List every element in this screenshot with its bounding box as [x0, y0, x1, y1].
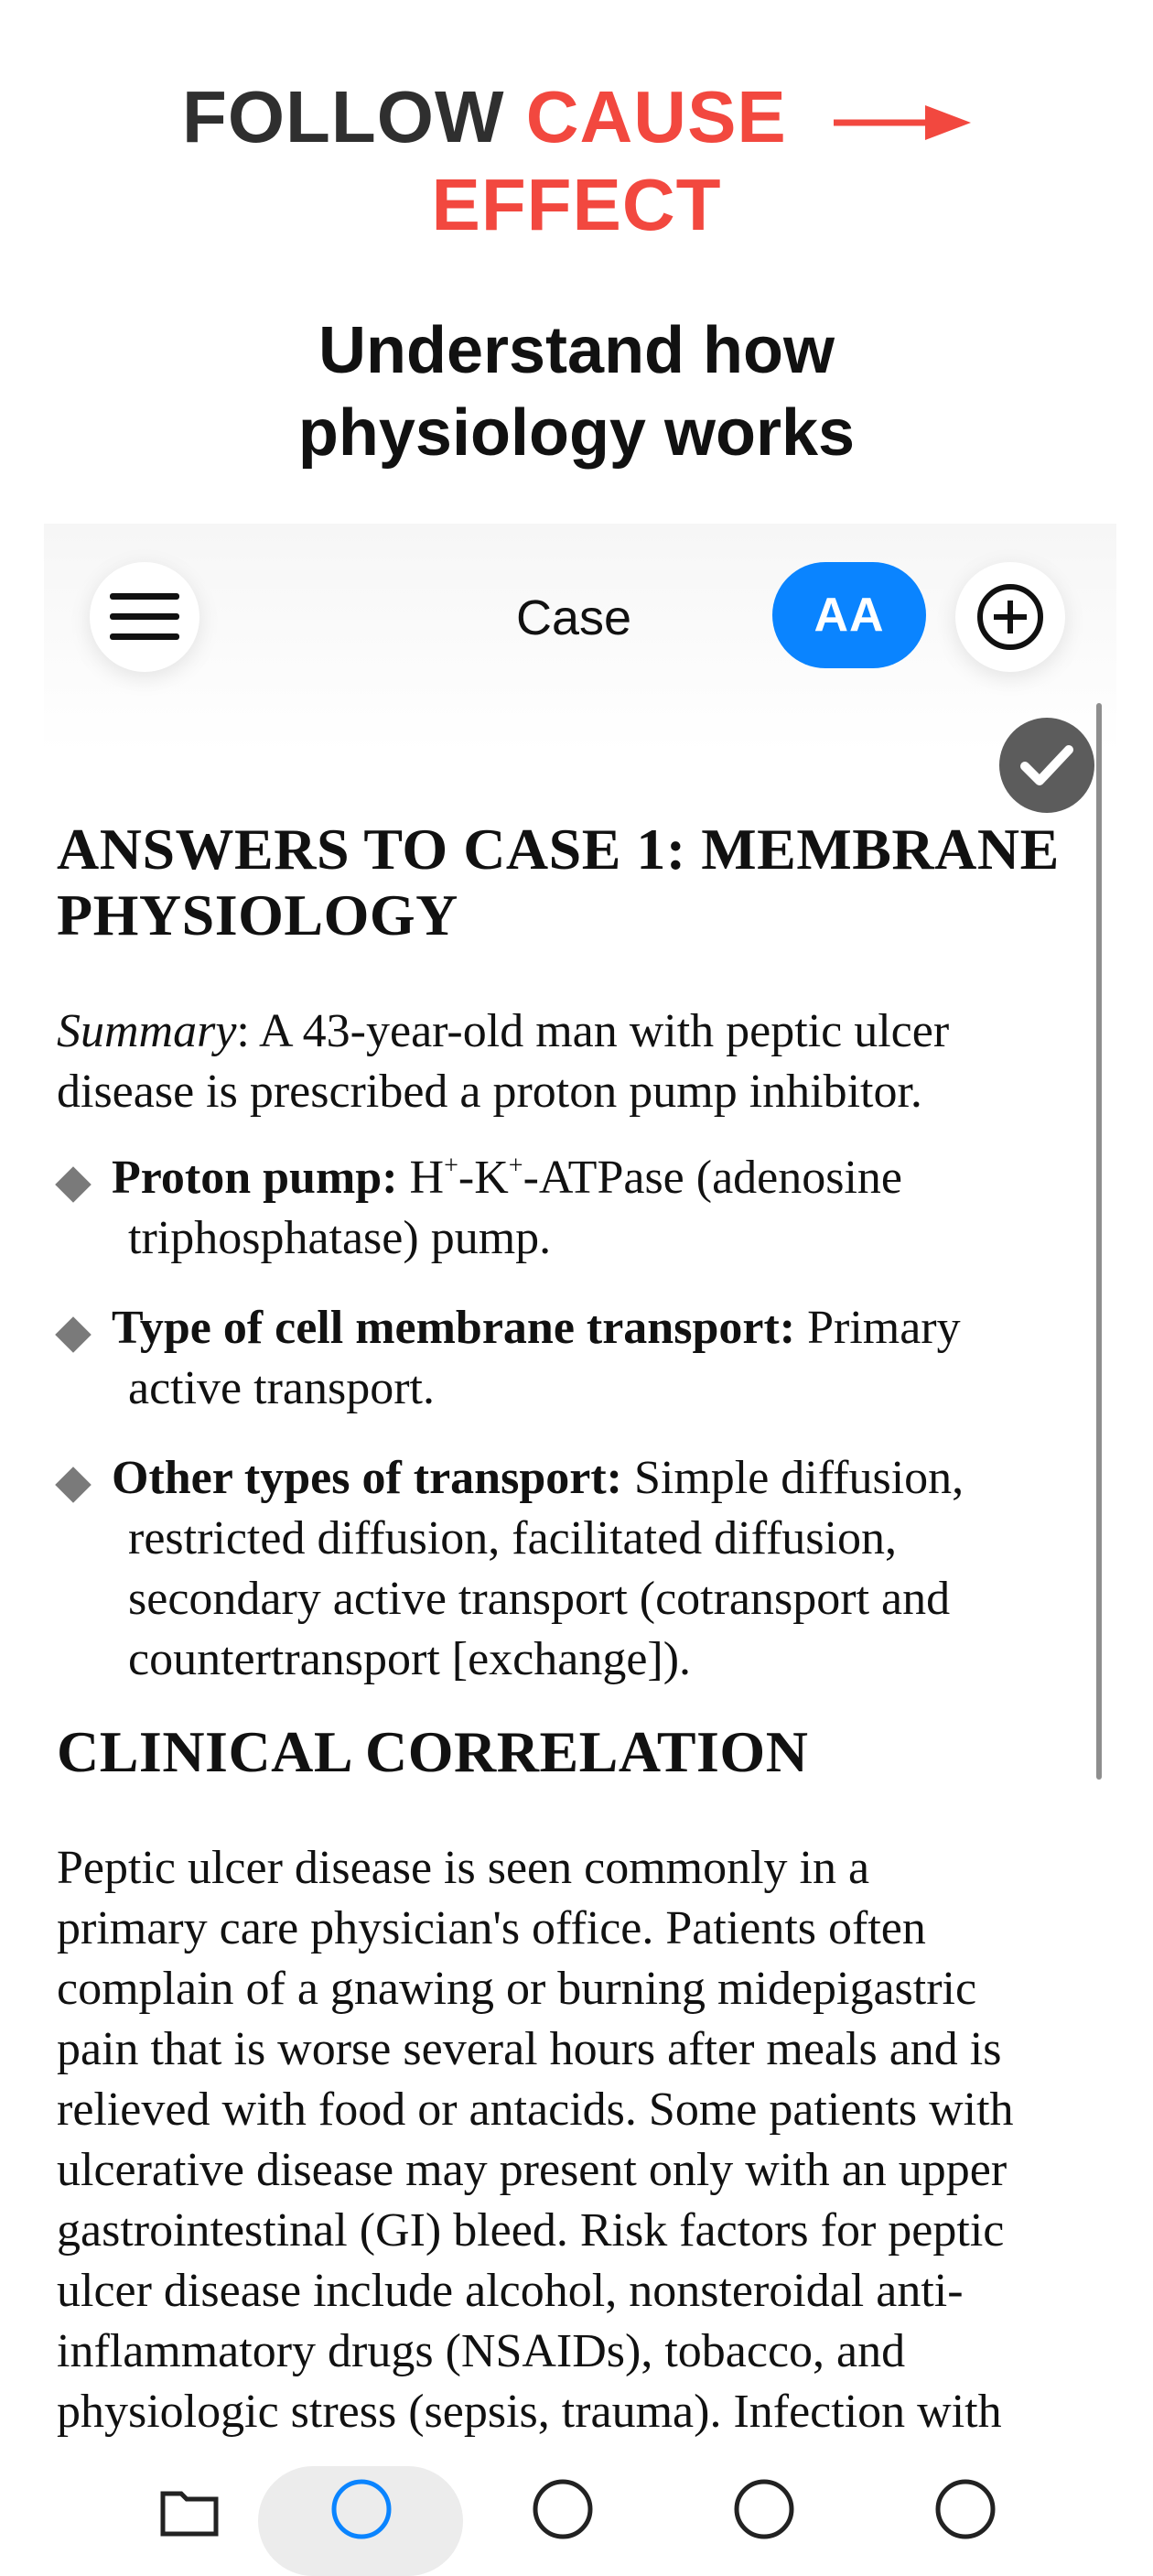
paragraph-line: pain that is worse several hours after meals and is — [57, 2023, 1002, 2075]
case-document — [57, 817, 1082, 2442]
paragraph-line: inflammatory drugs (NSAIDs), tobacco, and — [57, 2325, 906, 2377]
headline-effect: EFFECT — [431, 164, 722, 245]
section-title: CLINICAL CORRELATION — [57, 1719, 809, 1784]
promo-headline — [0, 73, 1153, 249]
superscript: + — [444, 1152, 458, 1180]
plus-circle-icon — [975, 582, 1045, 652]
headline-follow: FOLLOW — [181, 76, 505, 157]
summary-paragraph — [57, 1001, 1082, 1122]
paragraph-line: primary care physician's office. Patients often — [57, 1902, 926, 1954]
app-screen — [44, 524, 1116, 2505]
subheadline-line1: Understand how — [318, 314, 835, 387]
folder-icon[interactable] — [157, 2477, 221, 2541]
help-icon[interactable] — [933, 2477, 997, 2541]
title-line2: PHYSIOLOGY — [57, 882, 458, 947]
page-title: Case — [516, 590, 632, 645]
bullet-label: Proton pump: — [112, 1152, 398, 1204]
bullet-label: Type of cell membrane transport: — [112, 1302, 796, 1354]
arrow-right-icon — [834, 100, 971, 146]
list-item — [57, 1448, 1082, 1690]
paragraph-line: physiologic stress (sepsis, trauma). Infection with — [57, 2386, 1002, 2438]
diamond-bullet-icon — [55, 1166, 92, 1203]
title-line1: ANSWERS TO CASE 1: MEMBRANE — [57, 817, 1060, 882]
add-button[interactable] — [955, 562, 1065, 672]
superscript: + — [508, 1152, 523, 1180]
notes-icon[interactable] — [732, 2477, 796, 2541]
mark-complete-button[interactable] — [999, 718, 1094, 813]
bullet-text: -ATPase (adenosine — [523, 1152, 903, 1204]
bullet-text: restricted diffusion, facilitated diffusion, — [128, 1512, 897, 1564]
clinical-paragraph — [57, 1838, 1082, 2442]
explore-icon[interactable] — [329, 2477, 393, 2541]
paragraph-line: complain of a gnawing or burning midepigastric — [57, 1963, 977, 2015]
app-header — [44, 524, 1116, 752]
summary-text-line1: : A 43-year-old man with peptic ulcer — [236, 1005, 950, 1057]
bullet-label: Other types of transport: — [112, 1452, 622, 1504]
bullet-text: -K — [458, 1152, 509, 1204]
chat-icon[interactable] — [531, 2477, 595, 2541]
paragraph-line: gastrointestinal (GI) bleed. Risk factors for peptic — [57, 2204, 1005, 2257]
hamburger-menu-icon — [108, 590, 181, 644]
subheadline-line2: physiology works — [297, 396, 856, 470]
scrollbar[interactable] — [1096, 703, 1102, 1780]
paragraph-line: Peptic ulcer disease is seen commonly in a — [57, 1842, 870, 1894]
tab-bar — [55, 2450, 1098, 2560]
paragraph-line: relieved with food or antacids. Some patients with — [57, 2084, 1014, 2136]
summary-label: Summary — [57, 1005, 237, 1057]
promo-subheadline — [0, 309, 1153, 474]
list-item — [57, 1148, 1082, 1269]
paragraph-line: ulcerative disease may present only with an upper — [57, 2144, 1008, 2196]
text-size-button[interactable]: AA — [772, 562, 926, 668]
diamond-bullet-icon — [55, 1316, 92, 1353]
bullet-text: triphosphatase) pump. — [128, 1212, 552, 1264]
bullet-text: active transport. — [128, 1362, 435, 1414]
summary-text-line2: disease is prescribed a proton pump inhibitor. — [57, 1066, 922, 1118]
document-title — [57, 817, 1082, 948]
checkmark-icon — [1019, 742, 1074, 788]
bullet-text: secondary active transport (cotransport and — [128, 1573, 951, 1625]
bullet-text: Primary — [795, 1302, 961, 1354]
paragraph-line: ulcer disease include alcohol, nonsteroidal anti- — [57, 2265, 964, 2317]
headline-cause: CAUSE — [525, 76, 787, 157]
bullet-text: Simple diffusion, — [621, 1452, 964, 1504]
bullet-text: H — [397, 1152, 445, 1204]
answer-bullets — [57, 1148, 1082, 1690]
list-item — [57, 1298, 1082, 1419]
promo-banner — [0, 0, 1153, 513]
diamond-bullet-icon — [55, 1467, 92, 1503]
menu-button[interactable] — [90, 562, 199, 672]
bullet-text: countertransport [exchange]). — [128, 1633, 692, 1685]
